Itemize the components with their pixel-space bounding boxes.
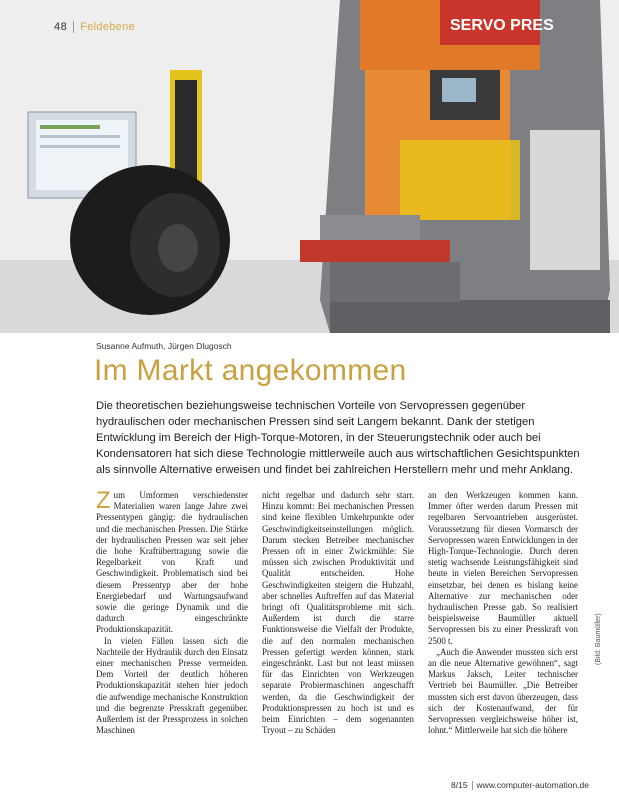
lead-text: Die theoretischen beziehungsweise technischen Vorteile von Servopressen gegenüber hydraulischen oder mechanischen Pressen sind seit Langem bekannt. Dank der stetigen Entwicklung im Bereich der High-Torque-Motoren, in der Steuerungstechnik oder auch bei Kondensatoren hat sich diese Technologie mittlerweile auch aus wirtschaftlichen Gesichtspunkten als sinnvolle Alternative erweisen und findet bei zahlreichen Herstellern mehr und mehr Anklang. xyxy=(96,400,580,476)
paragraph xyxy=(96,487,248,636)
column-1 xyxy=(96,487,248,736)
footer-divider xyxy=(472,781,473,790)
brand-label: SERVO PRES xyxy=(450,17,554,34)
paragraph: an den Werkzeugen kommen kann. Immer öfter werden darum Pressen mit regelbaren Servoantrieben ausgerüstet. Voraussetzung für diesen Vormarsch der Servopressen waren Entwicklungen in der High-Torque-Technologie. Durch deren stetig wachsende Leistungsfähigkeit sind heute in vielen Bereichen Servopressen einsetzbar, bei denen es bislang keine Alternative zur mechanischen oder hydraulischen Presse gab. So realisiert beispielsweise Baumüller aktuell Servopressen bis zu einer Presskraft von 2500 t. xyxy=(428,490,578,646)
paragraph: „Auch die Anwender mussten sich erst an die neue Alternative gewöhnen“, sagt Markus Jaksch, Leiter technischer Vertrieb bei Baumüller. „Die Betreiber mussten sich erst davon überzeugen, dass sich der Kostenaufwand, der für Servopressen vergleichsweise höher ist, lohnt.“ Mittlerweile hat sich die höhere xyxy=(428,646,578,736)
paragraph-text: um Umformen verschiedenster Materialien waren lange Jahre zwei Pressentypen gängig: die hydraulischen und die mechanischen Pressen. Die Stärke der hydraulischen Pressen war seit jeher die hohe Kraftübertragung sowie die Regelbarkeit von Kraft und Geschwindigkeit. Problematisch sind bei diesem Pressentyp aber der hohe Energiebedarf und Wartungsaufwand sowie die geringe Dynamik und die dadurch eingeschränkte Produktionskapazität. xyxy=(96,490,248,635)
press-illustration xyxy=(0,0,619,333)
body-columns xyxy=(96,487,596,778)
paragraph: nicht regelbar und dadurch sehr starr. Hinzu kommt: Bei mechanischen Pressen sind keine flexiblen Umkehrpunkte oder Geschwindigkeitseinstellungen möglich. Darum stecken Betreiber mechanischer Pressen oft in einer Zwickmühle: Sie müssen sich zwischen Produktivität und Qualität entscheiden. Hohe Geschwindigkeiten steigern die Hubzahl, aber schnelles Auftreffen auf das Material bringt oft Qualitätsprobleme mit sich. Außerdem ist durch die starre Funktionsweise die Vielfalt der Produkte, die auf den normalen mechanischen Pressen gefertigt werden können, stark eingeschränkt. Last but not least müssen für das Einrichten von Werkzeugen separate Probiermaschinen angeschafft werden, da die Geschwindigkeit der Produktionspressen zu hoch ist und es beim Einrichten – dem sogenannten Tryout – zu Schäden xyxy=(262,490,414,736)
paragraph: In vielen Fällen lassen sich die Nachteile der Hydraulik durch den Einsatz einer mechanischen Presse vermeiden. Dem Vorteil der deutlich höheren Produktionskapazität stehen hier jedoch die aufwendige mechanische Konstruktion und die begrenzte Presskraft gegenüber. Außerdem ist der Pressprozess in solchen Maschinen xyxy=(96,635,248,736)
website-url[interactable]: www.computer-automation.de xyxy=(476,780,589,790)
column-2 xyxy=(262,490,414,736)
column-3 xyxy=(428,490,578,736)
page-footer xyxy=(451,780,589,790)
image-credit: (Bild: Baumüller) xyxy=(595,613,602,665)
dropcap: Z xyxy=(96,487,111,514)
byline: Susanne Aufmuth, Jürgen Dlugosch xyxy=(96,341,232,351)
issue-number: 8/15 xyxy=(451,780,468,790)
section-label: Feldebene xyxy=(80,21,135,33)
page-number: 48 xyxy=(54,21,68,33)
page-header xyxy=(54,20,135,34)
article-title: Im Markt angekommen xyxy=(94,354,407,387)
header-divider xyxy=(73,21,74,33)
header-photo xyxy=(0,0,619,333)
lead-paragraph xyxy=(96,398,586,478)
